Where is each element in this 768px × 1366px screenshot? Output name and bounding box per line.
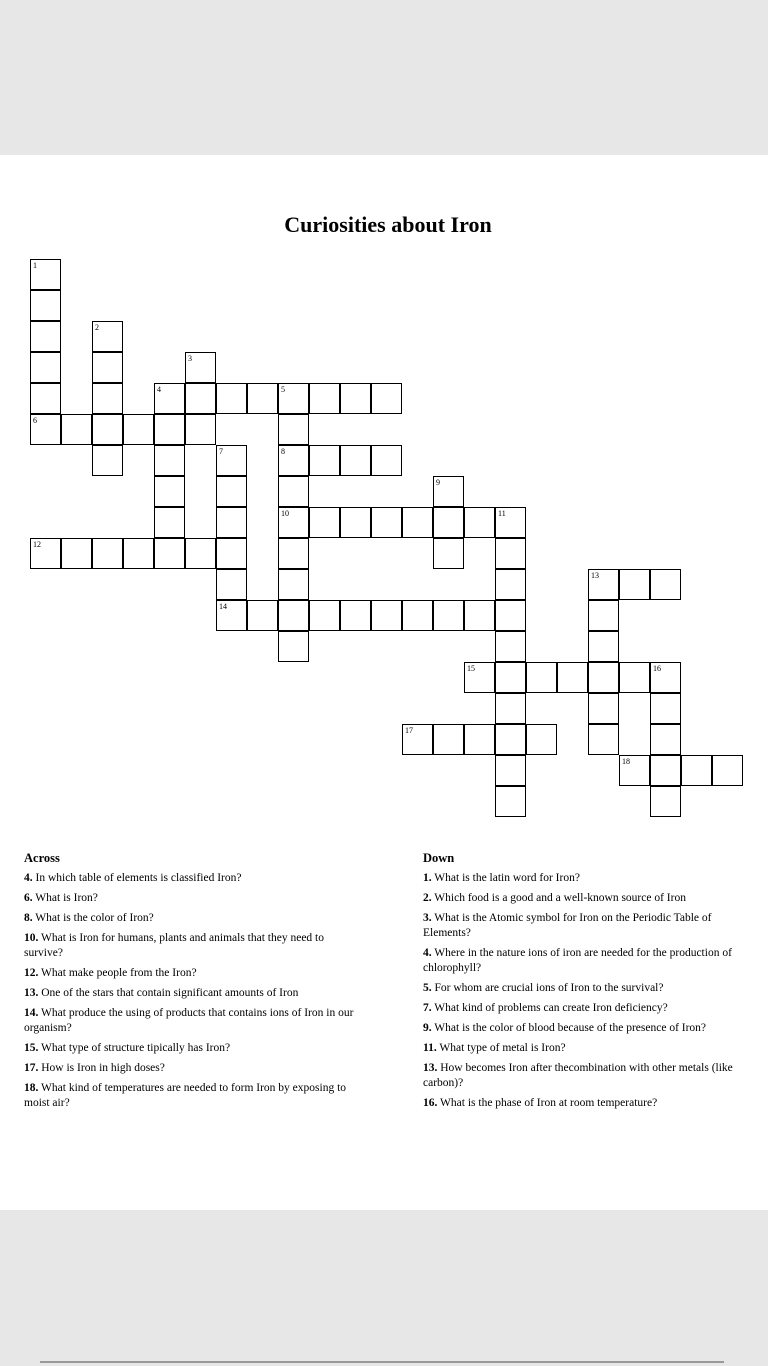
crossword-cell[interactable] [185, 383, 216, 414]
clue-number-label: 13 [591, 571, 599, 580]
crossword-cell[interactable] [278, 507, 309, 538]
crossword-cell[interactable] [712, 755, 743, 786]
crossword-cell[interactable] [216, 538, 247, 569]
clue-number-label: 18 [622, 757, 630, 766]
across-clue: 14. What produce the using of products that contains ions of Iron in our organism? [24, 1007, 354, 1034]
crossword-cell[interactable] [340, 600, 371, 631]
crossword-cell[interactable] [30, 290, 61, 321]
crossword-cell[interactable] [30, 259, 61, 290]
down-clue: 11. What type of metal is Iron? [423, 1042, 566, 1054]
page-title: Curiosities about Iron [284, 212, 492, 237]
crossword-cell[interactable] [92, 414, 123, 445]
crossword-cell[interactable] [92, 383, 123, 414]
down-clue: 9. What is the color of blood because of the presence of Iron? [423, 1022, 707, 1034]
crossword-cell[interactable] [433, 507, 464, 538]
worksheet-page [0, 155, 768, 1210]
crossword-cell[interactable] [185, 538, 216, 569]
down-clue: 4. Where in the nature ions of iron are needed for the production of chlorophyll? [423, 947, 732, 974]
crossword-cell[interactable] [309, 383, 340, 414]
crossword-cell[interactable] [30, 414, 61, 445]
across-clues [24, 851, 364, 1116]
crossword-cell[interactable] [92, 538, 123, 569]
crossword-cell[interactable] [92, 352, 123, 383]
crossword-cell[interactable] [247, 600, 278, 631]
crossword-cell[interactable] [650, 786, 681, 817]
clue-number-label: 8 [281, 447, 285, 456]
crossword-cell[interactable] [216, 383, 247, 414]
crossword-cell[interactable] [371, 383, 402, 414]
clue-number-label: 12 [33, 540, 41, 549]
down-heading: Down [423, 851, 455, 865]
crossword-cell[interactable] [30, 352, 61, 383]
crossword-cell[interactable] [278, 445, 309, 476]
crossword-cell[interactable] [495, 724, 526, 755]
crossword-cell[interactable] [464, 507, 495, 538]
crossword-cell[interactable] [495, 662, 526, 693]
crossword-grid [0, 155, 768, 855]
clue-number-label: 15 [467, 664, 475, 673]
crossword-cell[interactable] [464, 662, 495, 693]
crossword-cell[interactable] [123, 538, 154, 569]
crossword-cell[interactable] [154, 538, 185, 569]
crossword-cell[interactable] [402, 507, 433, 538]
crossword-cell[interactable] [309, 445, 340, 476]
crossword-cell[interactable] [216, 476, 247, 507]
crossword-cell[interactable] [588, 693, 619, 724]
crossword-cell[interactable] [495, 569, 526, 600]
crossword-cell[interactable] [588, 631, 619, 662]
crossword-cell[interactable] [185, 414, 216, 445]
crossword-cell[interactable] [619, 755, 650, 786]
clue-number-label: 2 [95, 323, 99, 332]
crossword-cell[interactable] [30, 383, 61, 414]
clue-number-label: 17 [405, 726, 413, 735]
crossword-cell[interactable] [495, 755, 526, 786]
crossword-cell[interactable] [247, 383, 278, 414]
crossword-cell[interactable] [371, 507, 402, 538]
clue-number-label: 11 [498, 509, 506, 518]
crossword-cell[interactable] [185, 352, 216, 383]
crossword-cell[interactable] [402, 724, 433, 755]
crossword-cell[interactable] [433, 724, 464, 755]
crossword-cell[interactable] [495, 631, 526, 662]
crossword-cell[interactable] [526, 724, 557, 755]
scroll-indicator-line [40, 1361, 724, 1363]
clue-number-label: 14 [219, 602, 227, 611]
crossword-cell[interactable] [433, 538, 464, 569]
crossword-cell[interactable] [278, 569, 309, 600]
clue-number-label: 16 [653, 664, 661, 673]
crossword-cell[interactable] [154, 507, 185, 538]
crossword-cell[interactable] [402, 600, 433, 631]
crossword-cell[interactable] [278, 631, 309, 662]
crossword-cell[interactable] [30, 321, 61, 352]
down-clue: 1. What is the latin word for Iron? [423, 872, 580, 884]
crossword-cell[interactable] [92, 445, 123, 476]
clue-number-label: 1 [33, 261, 37, 270]
down-clue: 3. What is the Atomic symbol for Iron on the Periodic Table of Elements? [423, 912, 712, 939]
crossword-cell[interactable] [588, 724, 619, 755]
crossword-cell[interactable] [154, 445, 185, 476]
crossword-cell[interactable] [526, 662, 557, 693]
across-clue: 17. How is Iron in high doses? [24, 1062, 165, 1074]
clue-number-label: 3 [188, 354, 192, 363]
down-clue: 13. How becomes Iron after thecombination with other metals (like carbon)? [423, 1062, 733, 1089]
across-heading: Across [24, 851, 60, 865]
crossword-cell[interactable] [309, 507, 340, 538]
across-clue: 18. What kind of temperatures are needed to form Iron by exposing to moist air? [24, 1082, 347, 1109]
crossword-cell[interactable] [650, 724, 681, 755]
crossword-cell[interactable] [495, 538, 526, 569]
crossword-cell[interactable] [650, 693, 681, 724]
clue-number-label: 10 [281, 509, 289, 518]
crossword-cell[interactable] [278, 600, 309, 631]
crossword-cell[interactable] [495, 507, 526, 538]
crossword-cell[interactable] [340, 383, 371, 414]
crossword-cell[interactable] [92, 321, 123, 352]
crossword-cell[interactable] [278, 414, 309, 445]
crossword-cell[interactable] [30, 538, 61, 569]
crossword-cell[interactable] [340, 507, 371, 538]
crossword-cell[interactable] [495, 693, 526, 724]
crossword-cell[interactable] [61, 414, 92, 445]
crossword-cell[interactable] [278, 383, 309, 414]
clue-number-label: 4 [157, 385, 161, 394]
crossword-cell[interactable] [278, 476, 309, 507]
down-clue: 7. What kind of problems can create Iron deficiency? [423, 1002, 668, 1014]
crossword-cell[interactable] [557, 662, 588, 693]
crossword-cell[interactable] [154, 383, 185, 414]
crossword-cell[interactable] [650, 755, 681, 786]
crossword-cell[interactable] [681, 755, 712, 786]
down-clue: 2. Which food is a good and a well-known source of Iron [423, 892, 686, 904]
crossword-cell[interactable] [216, 600, 247, 631]
across-clue: 13. One of the stars that contain significant amounts of Iron [24, 987, 299, 999]
across-clue: 8. What is the color of Iron? [24, 912, 154, 924]
across-clue: 15. What type of structure tipically has Iron? [24, 1042, 231, 1054]
crossword-cell[interactable] [433, 600, 464, 631]
across-clue: 12. What make people from the Iron? [24, 967, 197, 979]
crossword-cell[interactable] [588, 600, 619, 631]
crossword-cell[interactable] [216, 569, 247, 600]
crossword-cell[interactable] [340, 445, 371, 476]
clue-number-label: 9 [436, 478, 440, 487]
clue-number-label: 7 [219, 447, 223, 456]
down-clues [423, 851, 758, 1116]
clue-number-label: 5 [281, 385, 285, 394]
crossword-cell[interactable] [61, 538, 92, 569]
crossword-cell[interactable] [650, 569, 681, 600]
crossword-cell[interactable] [154, 476, 185, 507]
across-clue: 4. In which table of elements is classified Iron? [24, 872, 242, 884]
crossword-cell[interactable] [619, 569, 650, 600]
crossword-cell[interactable] [588, 569, 619, 600]
crossword-cell[interactable] [588, 662, 619, 693]
crossword-cell[interactable] [495, 786, 526, 817]
crossword-cell[interactable] [371, 600, 402, 631]
crossword-cell[interactable] [619, 662, 650, 693]
crossword-cell[interactable] [309, 600, 340, 631]
across-clue: 6. What is Iron? [24, 892, 98, 904]
crossword-cell[interactable] [650, 662, 681, 693]
crossword-cell[interactable] [278, 538, 309, 569]
crossword-cell[interactable] [371, 445, 402, 476]
across-clue: 10. What is Iron for humans, plants and animals that they need to survive? [24, 932, 325, 959]
crossword-cell[interactable] [216, 445, 247, 476]
crossword-cell[interactable] [495, 600, 526, 631]
crossword-cell[interactable] [464, 724, 495, 755]
clue-number-label: 6 [33, 416, 37, 425]
crossword-cell[interactable] [216, 507, 247, 538]
crossword-cell[interactable] [464, 600, 495, 631]
down-clue: 16. What is the phase of Iron at room temperature? [423, 1097, 658, 1109]
crossword-cell[interactable] [123, 414, 154, 445]
crossword-cell[interactable] [154, 414, 185, 445]
down-clue: 5. For whom are crucial ions of Iron to the survival? [423, 982, 664, 994]
crossword-cell[interactable] [433, 476, 464, 507]
